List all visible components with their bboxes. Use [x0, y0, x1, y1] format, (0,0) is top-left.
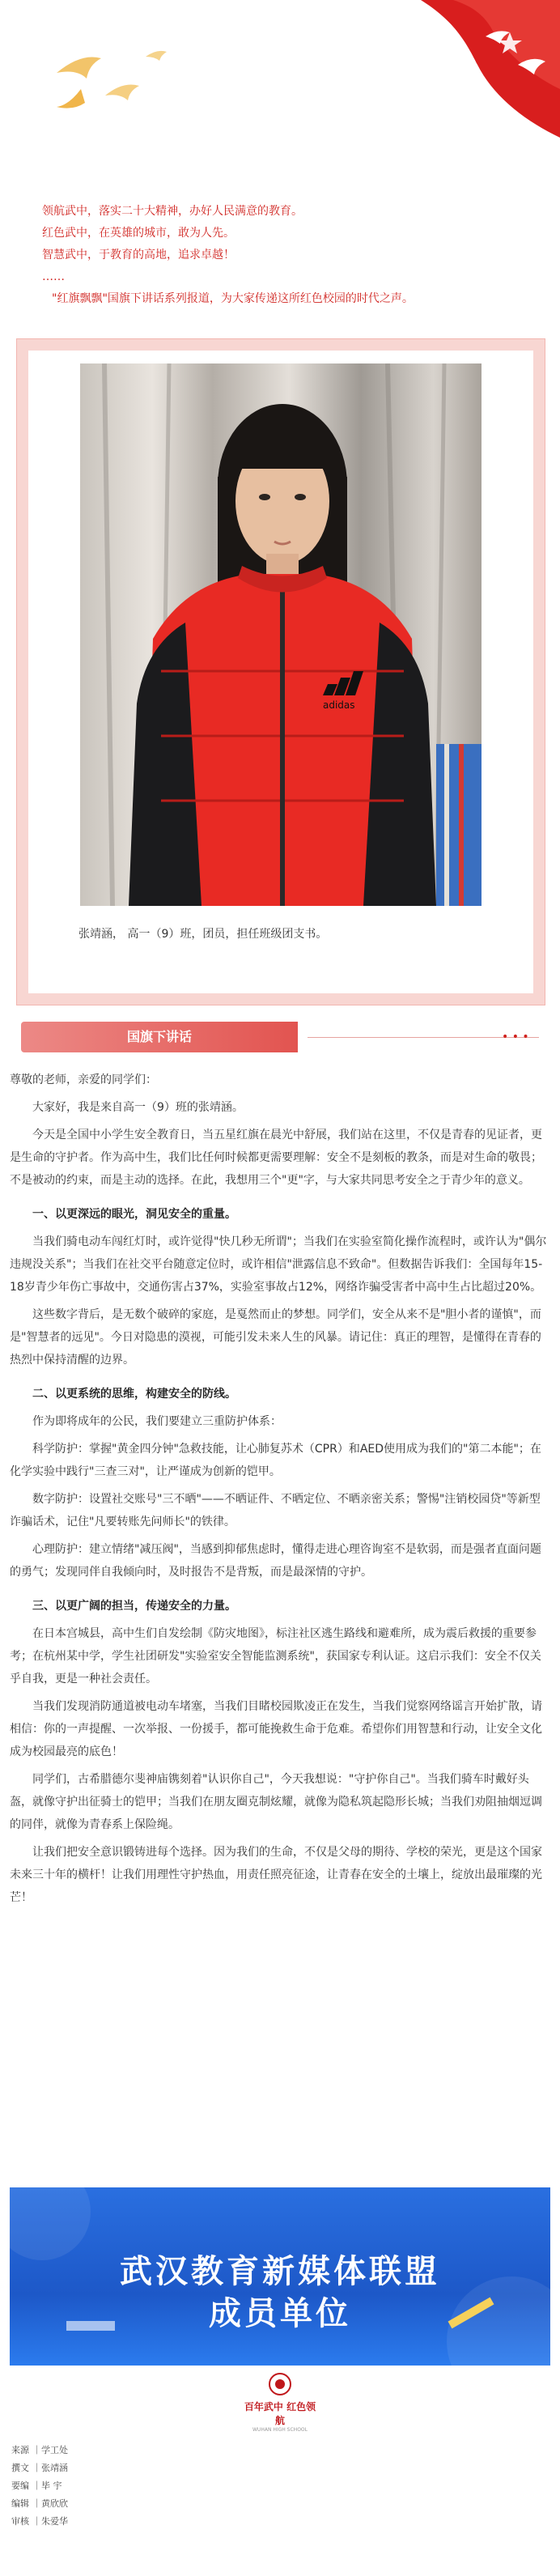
logo-sub: WUHAN HIGH SCHOOL	[252, 2427, 308, 2433]
credit-row: 审核 ｜朱爱华	[11, 2516, 68, 2527]
speech-paragraph: 同学们，古希腊德尔斐神庙镌刻着"认识你自己"，今天我想说："守护你自己"。当我们骑车时戴好头盔，就像守护出征骑士的铠甲；当我们在朋友圈克制炫耀，就像为隐私筑起隐形长城；当我们劝阻抽烟逗调的同伴，就像为青春系上保险绳。	[10, 1773, 542, 1831]
photo-caption: 张靖涵， 高一（9）班，团员，担任班级团支书。	[78, 928, 328, 941]
intro-quote: "红旗飘飘"国旗下讲话系列报道，为大家传递这所红色校园的时代之声。	[52, 292, 414, 305]
speech-paragraph: 让我们把安全意识锻铸进每个选择。因为我们的生命，不仅是父母的期待、学校的荣光，更是这个国家未来三十年的横杆！让我们用理性守护热血，用责任照亮征途，让青春在安全的土壤上，绽放出最璀璨的光芒！	[10, 1846, 542, 1904]
speech-paragraph: 数字防护：设置社交账号"三不晒"——不晒证件、不晒定位、不晒亲密关系；警惕"注销校园贷"等新型诈骗话术，记住"凡要转账先问师长"的铁律。	[10, 1493, 541, 1528]
logo-name: 百年武中 红色领航	[244, 2401, 316, 2426]
credit-row: 编辑 ｜黄欣欣	[11, 2498, 68, 2509]
school-logo	[240, 2372, 320, 2433]
banner-title: 武汉教育新媒体联盟	[120, 2253, 440, 2290]
section-title: 国旗下讲话	[21, 1022, 298, 1052]
speech-heading: 二、以更系统的思维，构建安全的防线。	[32, 1388, 236, 1401]
hero-illustration	[0, 0, 560, 190]
intro-line: 红色武中，在英雄的城市，敢为人先。	[42, 227, 235, 240]
gold-dove-icon	[105, 85, 139, 101]
speech-heading: 一、以更深远的眼光，洞见安全的重量。	[32, 1208, 236, 1221]
credit-row: 撰文 ｜张靖涵	[11, 2463, 68, 2473]
student-photo	[80, 363, 482, 906]
hero-header	[0, 0, 560, 190]
intro-line: 智慧武中，于教育的高地，追求卓越！	[42, 249, 235, 261]
gold-dove-icon	[146, 51, 167, 61]
photo-frame	[16, 338, 545, 1005]
gold-dove-icon	[57, 57, 101, 108]
intro-line: 领航武中，落实二十大精神，办好人民满意的教育。	[42, 205, 303, 218]
decor-dots: • • •	[502, 1031, 529, 1044]
speech-paragraph: 心理防护：建立情绪"减压阀"，当感到抑郁焦虑时，懂得走进心理咨询室不是软弱，而是强者直面问题的勇气；发现同伴自我倾向时，及时报告不是背叛，而是最深情的守护。	[10, 1543, 541, 1579]
alliance-banner	[10, 2187, 550, 2366]
speech-paragraph: 今天是全国中小学生安全教育日，当五星红旗在晨光中舒展，我们站在这里，不仅是青春的见证者，更是生命的守护者。作为高中生，我们比任何时候都更需要理解：安全不是刻板的教条，而是对生命的敬畏；不是被动的约束，而是主动的选择。在此，我想用三个"更"字，与大家共同思考安全之于青少年的意义。	[10, 1129, 542, 1187]
credits	[11, 2442, 68, 2531]
school-emblem-icon	[268, 2372, 292, 2396]
credit-row: 来源 ｜学工处	[11, 2445, 68, 2455]
intro-block	[42, 201, 528, 310]
speech-paragraph: 在日本宫城县，高中生们自发绘制《防灾地图》，标注社区逃生路线和避难所，成为震后救援的重要参考；在杭州某中学，学生社团研发"实验室安全智能监测系统"，获国家专利认证。这启示我们：安全不仅关乎自我，更是一种社会责任。	[10, 1627, 541, 1685]
speech-paragraph: 作为即将成年的公民，我们要建立三重防护体系：	[32, 1415, 282, 1428]
speech-paragraph: 科学防护：掌握"黄金四分钟"急救技能，让心肺复苏术（CPR）和AED使用成为我们的"第二本能"；在化学实验中践行"三查三对"，让严谨成为创新的铠甲。	[10, 1443, 541, 1478]
intro-ellipsis: ……	[42, 270, 65, 283]
speech-paragraph: 当我们发现消防通道被电动车堵塞，当我们目睹校园欺凌正在发生，当我们觉察网络谣言开始扩散，请相信：你的一声提醒、一次举报、一份援手，都可能挽救生命于危难。希望你们用智慧和行动，让安全文化成为校园最亮的底色！	[10, 1700, 542, 1758]
speech-paragraph: 大家好，我是来自高一（9）班的张靖涵。	[32, 1101, 244, 1114]
section-header	[16, 1017, 544, 1056]
jacket-brand-text: adidas	[323, 699, 355, 711]
speech-body	[10, 1069, 549, 1914]
speech-greeting: 尊敬的老师，亲爱的同学们：	[10, 1073, 157, 1086]
credit-row: 要编 ｜毕 宇	[11, 2480, 62, 2491]
speech-paragraph: 当我们骑电动车闯红灯时，或许觉得"快几秒无所谓"；当我们在实验室简化操作流程时，或许认为"偶尔违规没关系"；当我们在社交平台随意定位时，或许相信"泄露信息不致命"。但数据告诉我们：全国每年15-18岁青少年伤亡事故中，交通伤害占37%，实验室事故占12%，网络诈骗受害者中高中生占比超过20%。	[10, 1235, 547, 1294]
speech-heading: 三、以更广阔的担当，传递安全的力量。	[32, 1600, 236, 1613]
speech-paragraph: 这些数字背后，是无数个破碎的家庭，是戛然而止的梦想。同学们，安全从来不是"胆小者的谨慎"，而是"智慧者的远见"。今日对隐患的漠视，可能引发未来人生的风暴。请记住：真正的理智，是懂得在青春的热烈中保持清醒的边界。	[10, 1308, 541, 1367]
banner-subtitle: 成员单位	[209, 2295, 351, 2332]
